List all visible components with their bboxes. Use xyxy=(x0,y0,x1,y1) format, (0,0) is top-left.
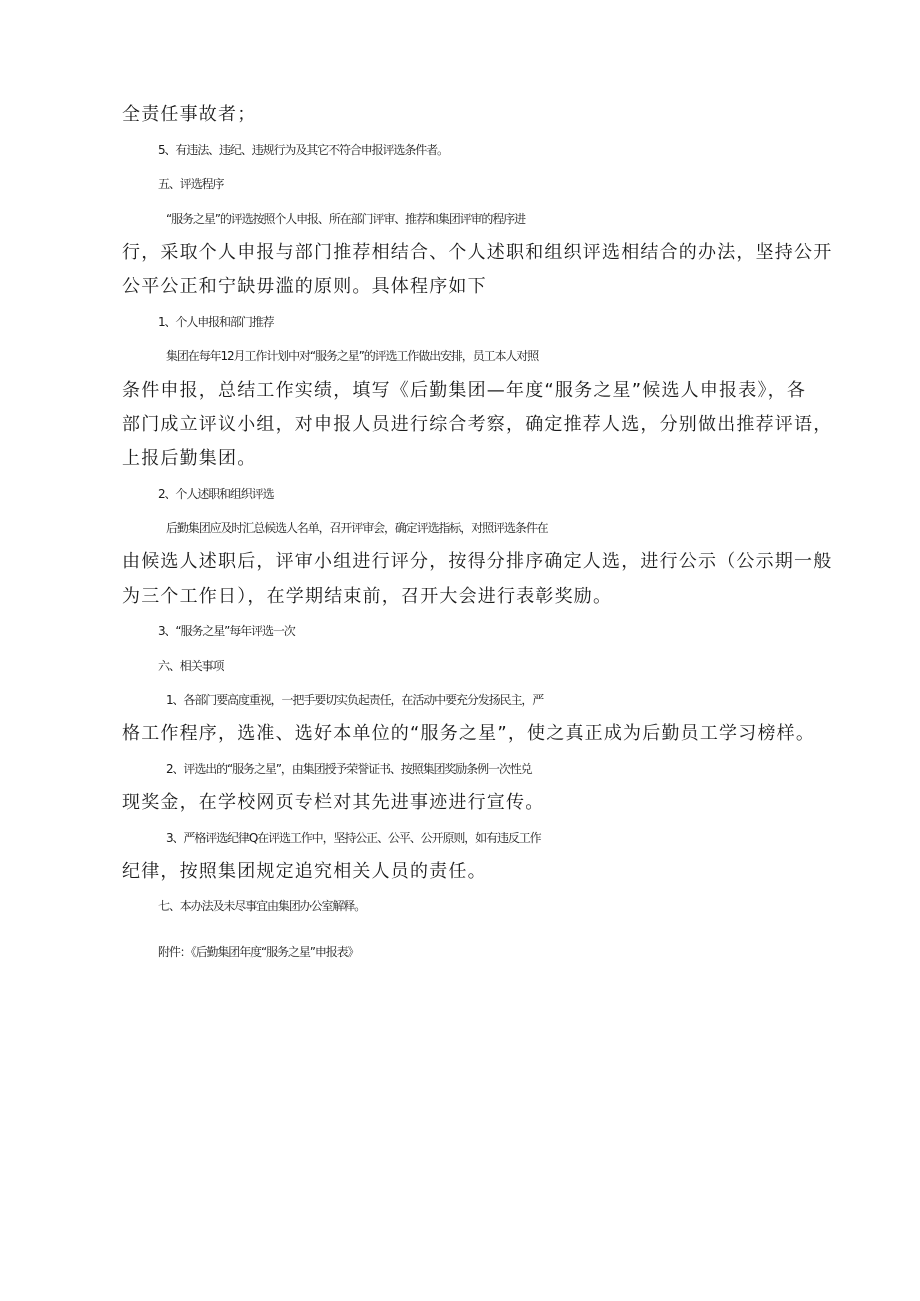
text-line: 行，采取个人申报与部门推荐相结合、个人述职和组织评选相结合的办法，坚持公开 xyxy=(122,242,833,263)
text-line: 后勤集团应及时汇总候选人名单，召开评审会，确定评选指标，对照评选条件在 xyxy=(166,521,548,535)
text-line: 纪律，按照集团规定追究相关人员的责任。 xyxy=(122,861,487,882)
subsection-heading: 3、“服务之星”每年评选一次 xyxy=(158,624,295,638)
text-line: 全责任事故者； xyxy=(122,104,257,125)
section-heading: 七、本办法及未尽事宜由集团办公室解释。 xyxy=(158,899,366,913)
section-heading: 五、评选程序 xyxy=(158,177,224,191)
text-line: 为三个工作日），在学期结束前，召开大会进行表彰奖励。 xyxy=(122,586,613,607)
text-line: 上报后勤集团。 xyxy=(122,448,257,469)
text-line: “服务之星”的评选按照个人申报、所在部门评审、推荐和集团评审的程序进 xyxy=(166,212,526,226)
text-line: 1、各部门要高度重视，一把手要切实负起责任，在活动中要充分发扬民主，严 xyxy=(166,693,544,707)
text-line: 3、严格评选纪律Q在评选工作中，坚持公正、公平、公开原则，如有违反工作 xyxy=(166,831,541,845)
text-line: 集团在每年12月工作计划中对“服务之星”的评选工作做出安排，员工本人对照 xyxy=(166,349,539,363)
section-heading: 六、相关事项 xyxy=(158,659,224,673)
text-line: 2、评选出的“服务之星”，由集团授予荣誉证书、按照集团奖励条例一次性兑 xyxy=(166,762,532,776)
subsection-heading: 1、个人申报和部门推荐 xyxy=(158,315,274,329)
text-line: 条件申报，总结工作实绩，填写《后勤集团—年度“服务之星”候选人申报表》，各 xyxy=(122,380,807,401)
subsection-heading: 2、个人述职和组织评选 xyxy=(158,487,274,501)
text-line: 由候选人述职后，评审小组进行评分，按得分排序确定人选，进行公示（公示期一般 xyxy=(122,551,833,572)
text-line: 公平公正和宁缺毋滥的原则。具体程序如下 xyxy=(122,276,487,297)
text-line: 部门成立评议小组，对申报人员进行综合考察，确定推荐人选，分别做出推荐评语， xyxy=(122,414,833,435)
text-line: 5、有违法、违纪、违规行为及其它不符合申报评选条件者。 xyxy=(158,143,448,157)
text-line: 格工作程序，选准、选好本单位的“服务之星”，使之真正成为后勤员工学习榜样。 xyxy=(122,723,816,744)
attachment-line: 附件：《后勤集团年度“服务之星”申报表》 xyxy=(158,945,359,959)
text-line: 现奖金，在学校网页专栏对其先进事迹进行宣传。 xyxy=(122,792,545,813)
